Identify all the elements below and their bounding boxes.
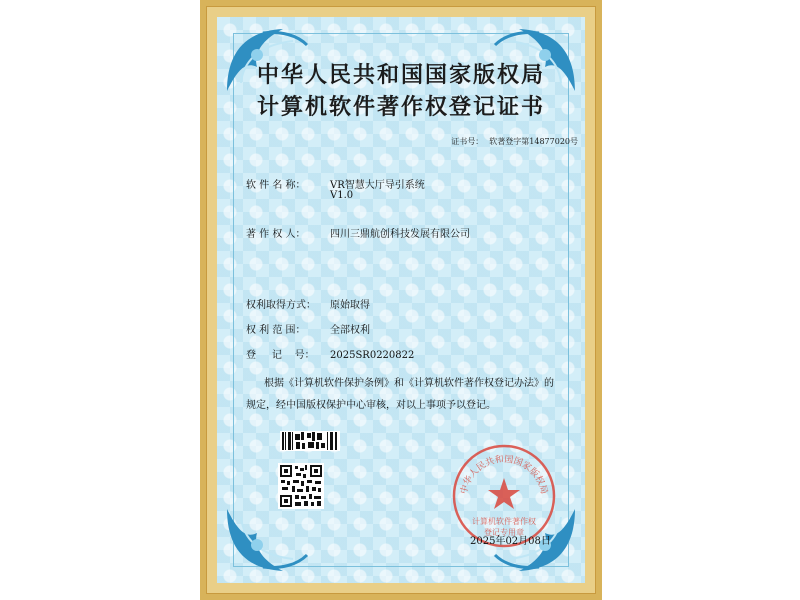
svg-text:计算机软件著作权: 计算机软件著作权	[472, 517, 536, 526]
certificate-frame	[200, 0, 602, 600]
statement-line2: 规定，经中国版权保护中心审核，对以上事项予以登记。	[246, 400, 496, 411]
svg-text:中华人民共和国国家版权局: 中华人民共和国国家版权局	[459, 454, 549, 496]
software-name-row	[246, 176, 425, 191]
registration-row	[246, 346, 414, 361]
software-name-value: VR智慧大厅导引系统	[330, 180, 425, 191]
owner-value: 四川三鼎航创科技发展有限公司	[330, 229, 470, 240]
certificate-number	[445, 136, 578, 147]
owner-label: 著 作 权 人：	[246, 229, 306, 240]
scope-label: 权 利 范 围：	[246, 325, 306, 336]
acquire-value: 原始取得	[330, 300, 370, 311]
statement-line1: 根据《计算机软件保护条例》和《计算机软件著作权登记办法》的	[264, 378, 554, 389]
issue-date: 2025年02月08日	[470, 536, 551, 547]
software-version: V1.0	[330, 190, 354, 201]
svg-text:登记专用章: 登记专用章	[484, 528, 524, 537]
certificate-title-line1: 中华人民共和国国家版权局	[256, 62, 545, 88]
registration-label: 登 记 号：	[246, 350, 315, 361]
scope-row	[246, 321, 370, 336]
registration-value: 2025SR0220822	[330, 350, 415, 361]
qr-code-icon	[278, 463, 324, 509]
software-name-label: 软 件 名 称：	[246, 180, 306, 191]
barcode-icon	[280, 431, 340, 451]
owner-row	[246, 225, 470, 240]
scope-value: 全部权利	[330, 325, 370, 336]
acquire-label: 权利取得方式：	[246, 300, 316, 311]
certificate-title-line2: 计算机软件著作权登记证书	[256, 94, 545, 120]
corner-ornament-icon	[223, 505, 309, 575]
certificate-number-value: 软著登字第14877020号	[489, 137, 578, 146]
acquire-row	[246, 296, 370, 311]
certificate-number-label: 证书号：	[451, 137, 484, 146]
